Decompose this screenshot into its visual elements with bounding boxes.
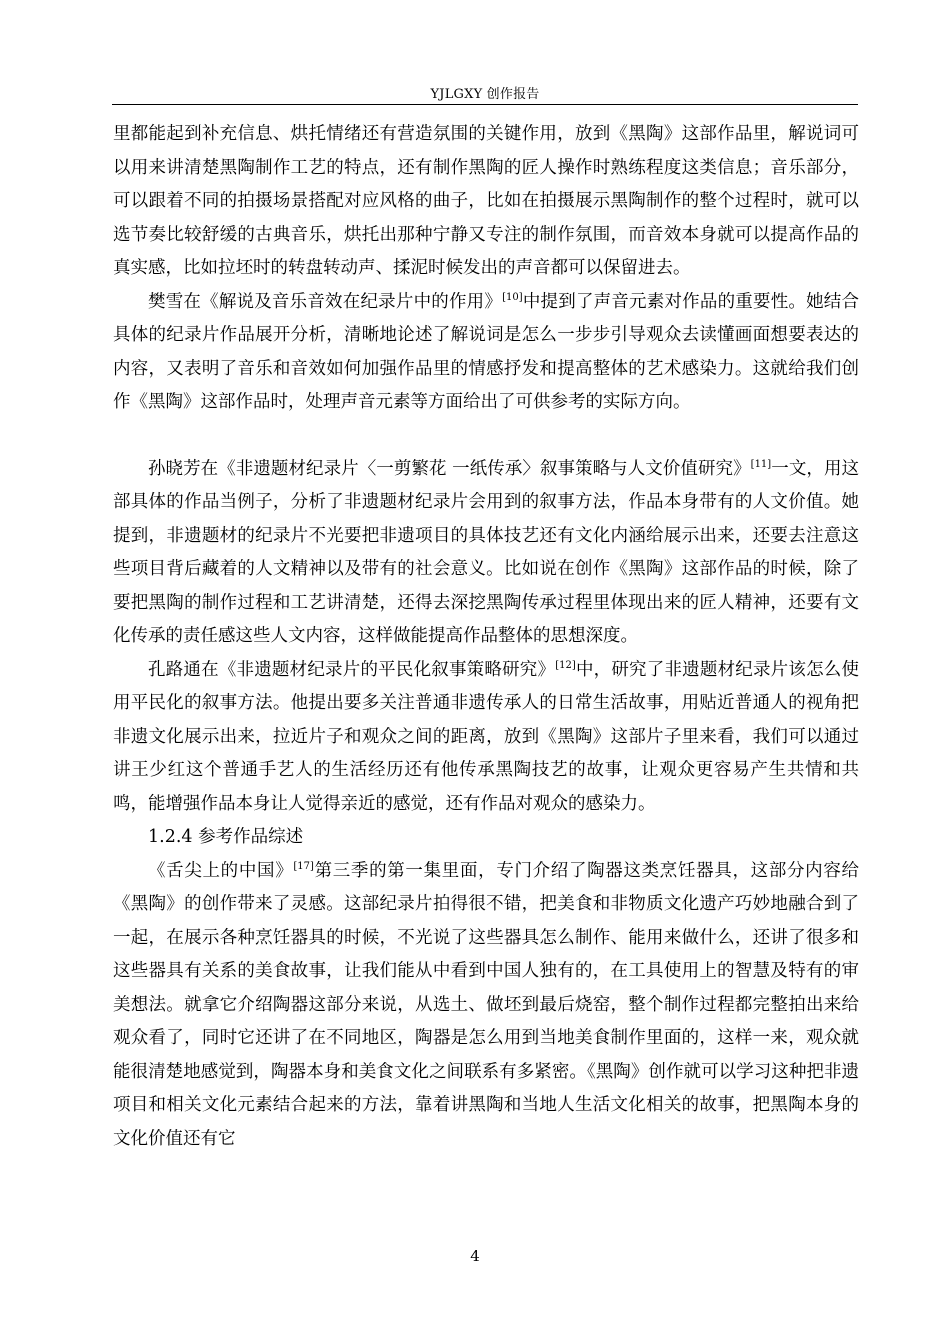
citation-ref: [11] xyxy=(750,458,772,470)
paragraph-konglutong xyxy=(113,654,859,822)
section-heading: 1.2.4 参考作品综述 xyxy=(148,827,304,847)
paragraph-text: 中，研究了非遗题材纪录片该怎么使用平民化的叙事方法。他提出要多关注普通非遗传承人的日常生活故事，用贴近普通人的视角把非遗文化展示出来，拉近片子和观众之间的距离，放到《黑陶》这部片子里来看，我们可以通过讲王少红这个普通手艺人的生活经历还有他传承黑陶技艺的故事，让观众更容易产生共情和共鸣，能增强作品本身让人觉得亲近的感觉，还有作品对观众的感染力。 xyxy=(113,659,860,814)
running-header: YJLGXY 创作报告 xyxy=(430,87,540,102)
header-divider xyxy=(112,104,858,105)
page-number: 4 xyxy=(470,1247,480,1265)
citation-ref: [17] xyxy=(293,860,314,872)
paragraph-continued xyxy=(113,118,859,286)
paragraph-text: 第三季的第一集里面，专门介绍了陶器这类烹饪器具，这部分内容给《黑陶》的创作带来了灵感。这部纪录片拍得很不错，把美食和非物质文化遗产巧妙地融合到了一起，在展示各种烹饪器具的时候，不光说了这些器具怎么制作、能用来做什么，还讲了很多和这些器具有关系的美食故事，让我们能从中看到中国人独有的，在工具使用上的智慧及特有的审美想法。就拿它介绍陶器这部分来说，从选土、做坯到最后烧窑，整个制作过程都完整拍出来给观众看了，同时它还讲了在不同地区，陶器是怎么用到当地美食制作里面的，这样一来，观众就能很清楚地感觉到，陶器本身和美食文化之间联系有多紧密。《黑陶》创作就可以学习这种把非遗项目和相关文化元素结合起来的方法，靠着讲黑陶和当地人生活文化相关的故事，把黑陶本身的文化价值还有它 xyxy=(113,860,860,1149)
paragraph-text: 孔路通在《非遗题材纪录片的平民化叙事策略研究》 xyxy=(148,659,556,680)
paragraph-sunxiaofang xyxy=(113,453,859,654)
paragraph-text: 里都能起到补充信息、烘托情绪还有营造氛围的关键作用，放到《黑陶》这部作品里，解说词可以用来讲清楚黑陶制作工艺的特点，还有制作黑陶的匠人操作时熟练程度这类信息；音乐部分，可以跟着不同的拍摄场景搭配对应风格的曲子，比如在拍摄展示黑陶制作的整个过程时，就可以选节奏比较舒缓的古典音乐，烘托出那种宁静又专注的制作氛围，而音效本身就可以提高作品的真实感，比如拉坯时的转盘转动声、揉泥时候发出的声音都可以保留进去。 xyxy=(113,124,859,278)
paragraph-text: 樊雪在《解说及音乐音效在纪录片中的作用》 xyxy=(148,291,503,312)
paragraph-shejian xyxy=(113,855,859,1157)
paragraph-text: 孙晓芳在《非遗题材纪录片〈一剪繁花 一纸传承〉叙事策略与人文价值研究》 xyxy=(148,458,751,479)
citation-ref: [12] xyxy=(555,659,576,671)
paragraph-text: 中提到了声音元素对作品的重要性。她结合具体的纪录片作品展开分析，清晰地论述了解说词是怎么一步步引导观众去读懂画面想要表达的内容，又表明了音乐和音效如何加强作品里的情感抒发和提高整体的艺术感染力。这就给我们创作《黑陶》这部作品时，处理声音元素等方面给出了可供参考的实际方向。 xyxy=(113,291,860,412)
paragraph-text: 一文，用这部具体的作品当例子，分析了非遗题材纪录片会用到的叙事方法，作品本身带有的人文价值。她提到，非遗题材的纪录片不光要把非遗项目的具体技艺还有文化内涵给展示出来，还要去注意这些项目背后藏着的人文精神以及带有的社会意义。比如说在创作《黑陶》这部作品的时候，除了要把黑陶的制作过程和工艺讲清楚，还得去深挖黑陶传承过程里体现出来的匠人精神，还要有文化传承的责任感这些人文内容，这样做能提高作品整体的思想深度。 xyxy=(113,458,860,646)
paragraph-fanxue xyxy=(113,286,859,420)
paragraph-text: 《舌尖上的中国》 xyxy=(148,860,294,881)
citation-ref: [10] xyxy=(502,291,523,303)
body-text xyxy=(113,118,859,1156)
